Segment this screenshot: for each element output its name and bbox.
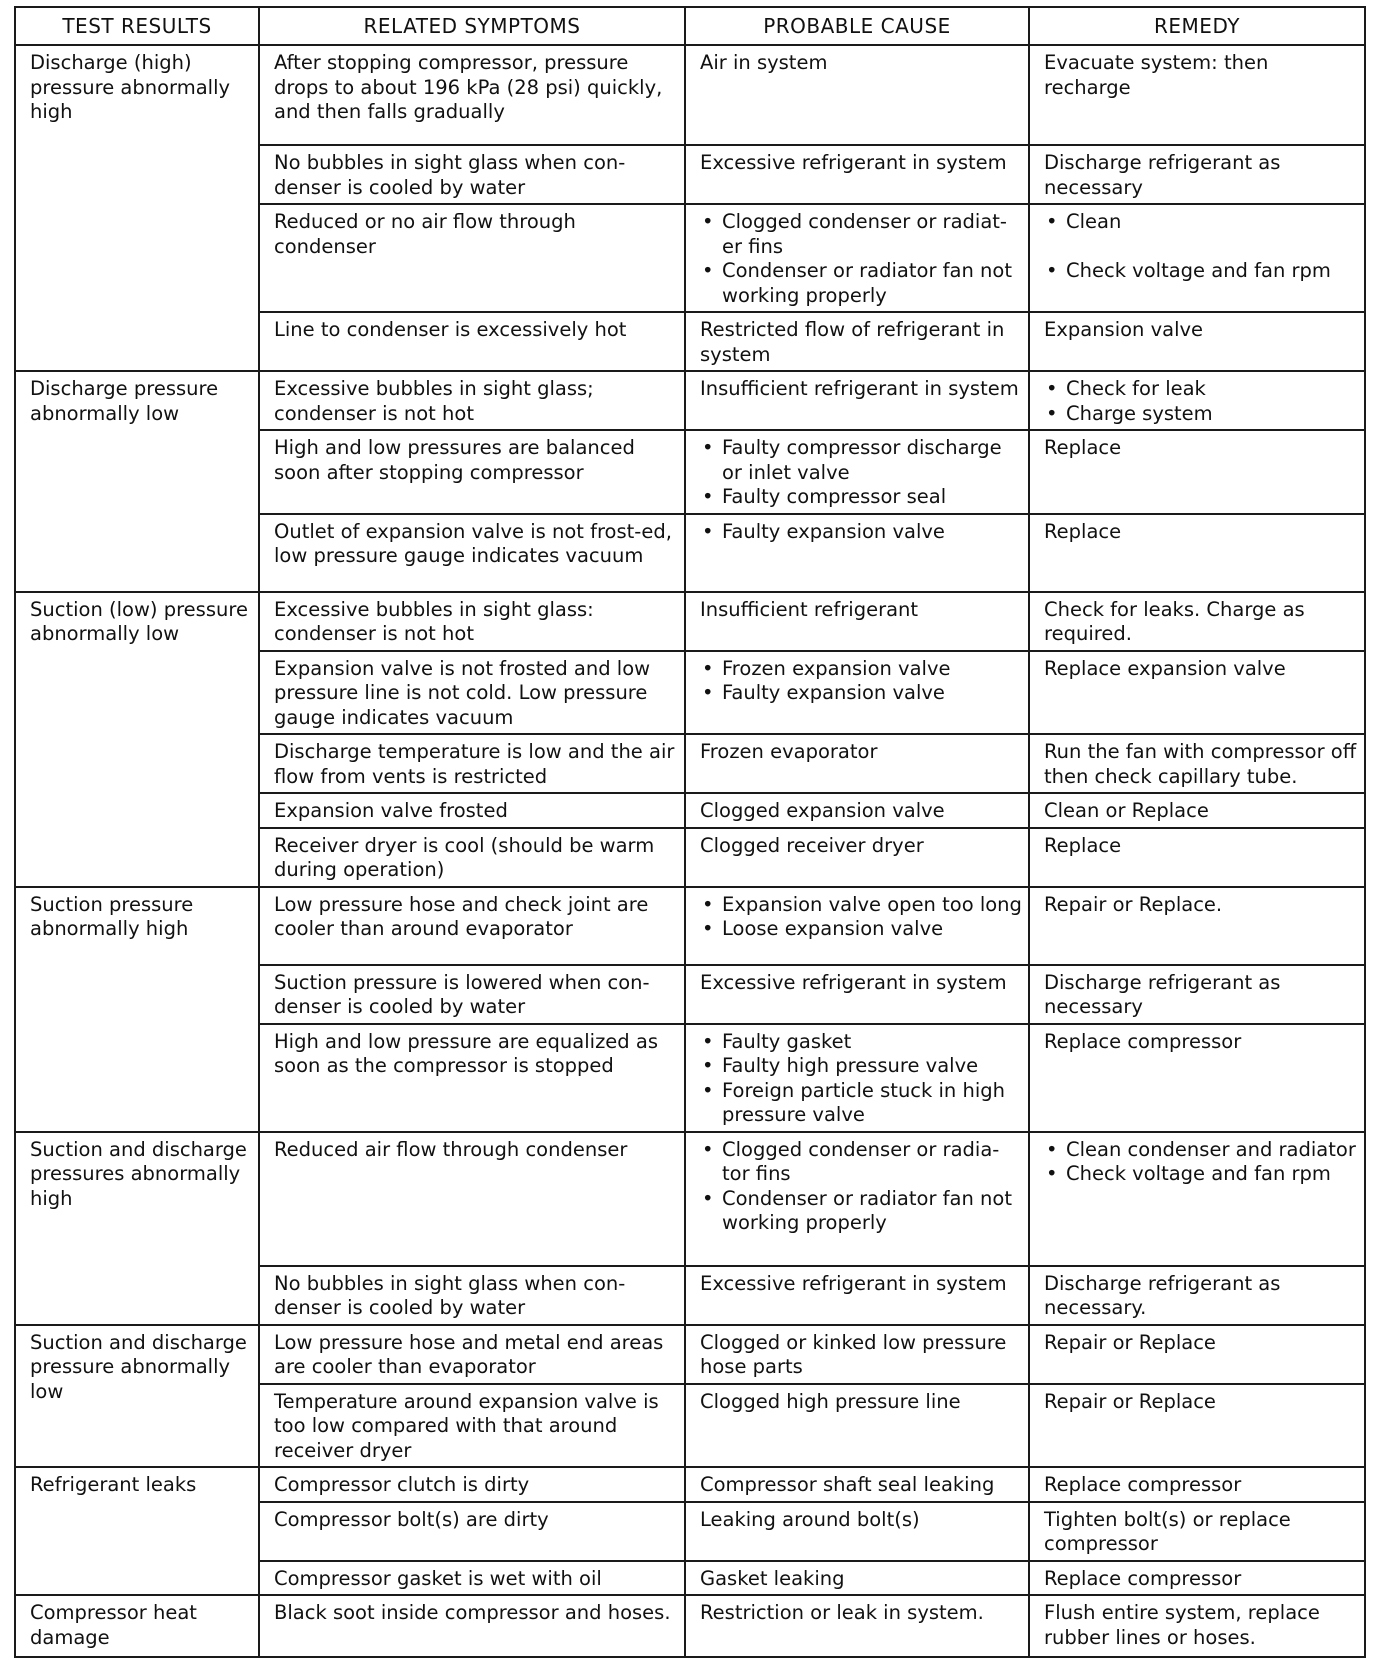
bullet-item: • Check voltage and fan rpm xyxy=(1044,259,1360,284)
cause-cell: Gasket leaking xyxy=(685,1561,1029,1596)
cause-cell-list xyxy=(700,1030,1024,1128)
bullet-item: • Faulty compressor discharge or inlet valve xyxy=(700,436,1024,485)
cause-cell-list xyxy=(700,436,1024,510)
remedy-cell: Repair or Replace xyxy=(1029,1384,1365,1468)
header-related-symptoms: RELATED SYMPTOMS xyxy=(259,7,685,45)
test-result-cell: Refrigerant leaks xyxy=(15,1467,259,1595)
table-row xyxy=(15,1325,1365,1384)
symptom-cell: High and low pressures are balanced soon after stopping compressor xyxy=(259,430,685,514)
remedy-cell: Expansion valve xyxy=(1029,312,1365,371)
remedy-cell: Replace compressor xyxy=(1029,1467,1365,1502)
cause-cell xyxy=(685,514,1029,592)
remedy-cell: Clean or Replace xyxy=(1029,793,1365,828)
cause-cell xyxy=(685,204,1029,312)
table-row xyxy=(15,887,1365,965)
remedy-cell: Replace compressor xyxy=(1029,1561,1365,1596)
cause-cell: Restriction or leak in system. xyxy=(685,1595,1029,1657)
cause-cell: Frozen evaporator xyxy=(685,734,1029,793)
header-test-results: TEST RESULTS xyxy=(15,7,259,45)
table-row xyxy=(15,1132,1365,1266)
cause-cell: Restricted flow of refrigerant in system xyxy=(685,312,1029,371)
bullet-item: • Faulty high pressure valve xyxy=(700,1054,1024,1079)
remedy-cell: Replace xyxy=(1029,828,1365,887)
remedy-cell: Tighten bolt(s) or replace compressor xyxy=(1029,1502,1365,1561)
table-body xyxy=(15,45,1365,1657)
symptom-cell: Receiver dryer is cool (should be warm during operation) xyxy=(259,828,685,887)
cause-cell: Excessive refrigerant in system xyxy=(685,145,1029,204)
remedy-cell-list xyxy=(1044,210,1360,283)
header-remedy: REMEDY xyxy=(1029,7,1365,45)
remedy-cell: Discharge refrigerant as necessary xyxy=(1029,965,1365,1024)
remedy-cell xyxy=(1029,371,1365,430)
remedy-cell: Repair or Replace. xyxy=(1029,887,1365,965)
symptom-cell: Expansion valve frosted xyxy=(259,793,685,828)
cause-cell: Clogged high pressure line xyxy=(685,1384,1029,1468)
bullet-item: • Foreign particle stuck in high pressure valve xyxy=(700,1079,1024,1128)
remedy-cell: Evacuate system: then recharge xyxy=(1029,45,1365,145)
symptom-cell: Line to condenser is excessively hot xyxy=(259,312,685,371)
cause-cell-list xyxy=(700,1138,1024,1236)
bullet-item: • Clogged condenser or radia-tor fins xyxy=(700,1138,1024,1187)
remedy-cell: Repair or Replace xyxy=(1029,1325,1365,1384)
symptom-cell: Temperature around expansion valve is too low compared with that around receiver dryer xyxy=(259,1384,685,1468)
cause-cell: Air in system xyxy=(685,45,1029,145)
bullet-item: • Condenser or radiator fan not working properly xyxy=(700,259,1024,308)
header-probable-cause: PROBABLE CAUSE xyxy=(685,7,1029,45)
symptom-cell: Expansion valve is not frosted and low pressure line is not cold. Low pressure gauge indicates vacuum xyxy=(259,651,685,735)
bullet-item: • Faulty gasket xyxy=(700,1030,1024,1055)
bullet-item: • Check voltage and fan rpm xyxy=(1044,1162,1360,1187)
cause-cell: Excessive refrigerant in system xyxy=(685,965,1029,1024)
symptom-cell: After stopping compressor, pressure drops to about 196 kPa (28 psi) quickly, and then falls gradually xyxy=(259,45,685,145)
cause-cell xyxy=(685,430,1029,514)
bullet-item: • Faulty expansion valve xyxy=(700,520,1024,545)
remedy-cell-list xyxy=(1044,1138,1360,1187)
cause-cell: Clogged receiver dryer xyxy=(685,828,1029,887)
cause-cell-list xyxy=(700,520,1024,545)
symptom-cell: Compressor bolt(s) are dirty xyxy=(259,1502,685,1561)
symptom-cell: Low pressure hose and check joint are cooler than around evaporator xyxy=(259,887,685,965)
cause-cell xyxy=(685,1024,1029,1132)
cause-cell-list xyxy=(700,210,1024,308)
remedy-cell xyxy=(1029,204,1365,312)
bullet-item: • Faulty compressor seal xyxy=(700,485,1024,510)
symptom-cell: Outlet of expansion valve is not frost-ed, low pressure gauge indicates vacuum xyxy=(259,514,685,592)
bullet-item: • Frozen expansion valve xyxy=(700,657,1024,682)
remedy-cell: Replace xyxy=(1029,430,1365,514)
remedy-cell: Flush entire system, replace rubber lines or hoses. xyxy=(1029,1595,1365,1657)
troubleshooting-table xyxy=(14,6,1366,1658)
cause-cell: Insufficient refrigerant in system xyxy=(685,371,1029,430)
cause-cell: Clogged expansion valve xyxy=(685,793,1029,828)
remedy-cell-list xyxy=(1044,377,1360,426)
table-row xyxy=(15,371,1365,430)
remedy-cell: Replace expansion valve xyxy=(1029,651,1365,735)
bullet-item: • Condenser or radiator fan not working properly xyxy=(700,1187,1024,1236)
cause-cell-list xyxy=(700,893,1024,942)
symptom-cell: Compressor clutch is dirty xyxy=(259,1467,685,1502)
remedy-cell xyxy=(1029,1132,1365,1266)
symptom-cell: Suction pressure is lowered when con-denser is cooled by water xyxy=(259,965,685,1024)
bullet-item: • Clogged condenser or radiat-er fins xyxy=(700,210,1024,259)
bullet-item: • Clean condenser and radiator xyxy=(1044,1138,1360,1163)
cause-cell: Excessive refrigerant in system xyxy=(685,1266,1029,1325)
symptom-cell: Excessive bubbles in sight glass; condenser is not hot xyxy=(259,371,685,430)
cause-cell: Leaking around bolt(s) xyxy=(685,1502,1029,1561)
bullet-item: • Clean xyxy=(1044,210,1360,235)
test-result-cell: Discharge (high) pressure abnormally high xyxy=(15,45,259,371)
header-row xyxy=(15,7,1365,45)
table-row xyxy=(15,1595,1365,1657)
bullet-item: • Check for leak xyxy=(1044,377,1360,402)
symptom-cell: High and low pressure are equalized as soon as the compressor is stopped xyxy=(259,1024,685,1132)
test-result-cell: Compressor heat damage xyxy=(15,1595,259,1657)
symptom-cell: No bubbles in sight glass when con-denser is cooled by water xyxy=(259,145,685,204)
test-result-cell: Suction and discharge pressure abnormally low xyxy=(15,1325,259,1468)
test-result-cell: Suction and discharge pressures abnormally high xyxy=(15,1132,259,1325)
bullet-item: • Faulty expansion valve xyxy=(700,681,1024,706)
cause-cell: Insufficient refrigerant xyxy=(685,592,1029,651)
remedy-cell: Check for leaks. Charge as required. xyxy=(1029,592,1365,651)
symptom-cell: Reduced air flow through condenser xyxy=(259,1132,685,1266)
test-result-cell: Suction (low) pressure abnormally low xyxy=(15,592,259,887)
symptom-cell: Reduced or no air flow through condenser xyxy=(259,204,685,312)
symptom-cell: Compressor gasket is wet with oil xyxy=(259,1561,685,1596)
table-row xyxy=(15,1467,1365,1502)
symptom-cell: No bubbles in sight glass when con-denser is cooled by water xyxy=(259,1266,685,1325)
table-header xyxy=(15,7,1365,45)
test-result-cell: Suction pressure abnormally high xyxy=(15,887,259,1132)
bullet-item: • Charge system xyxy=(1044,402,1360,427)
remedy-cell: Run the fan with compressor off then check capillary tube. xyxy=(1029,734,1365,793)
bullet-item: • Expansion valve open too long xyxy=(700,893,1024,918)
bullet-item: • Loose expansion valve xyxy=(700,917,1024,942)
test-result-cell: Discharge pressure abnormally low xyxy=(15,371,259,592)
cause-cell xyxy=(685,887,1029,965)
table-row xyxy=(15,592,1365,651)
cause-cell-list xyxy=(700,657,1024,706)
cause-cell: Compressor shaft seal leaking xyxy=(685,1467,1029,1502)
symptom-cell: Low pressure hose and metal end areas are cooler than evaporator xyxy=(259,1325,685,1384)
remedy-cell: Replace compressor xyxy=(1029,1024,1365,1132)
symptom-cell: Excessive bubbles in sight glass: condenser is not hot xyxy=(259,592,685,651)
symptom-cell: Discharge temperature is low and the air flow from vents is restricted xyxy=(259,734,685,793)
cause-cell: Clogged or kinked low pressure hose parts xyxy=(685,1325,1029,1384)
cause-cell xyxy=(685,1132,1029,1266)
table-row xyxy=(15,45,1365,145)
cause-cell xyxy=(685,651,1029,735)
troubleshooting-page xyxy=(14,6,1364,1658)
symptom-cell: Black soot inside compressor and hoses. xyxy=(259,1595,685,1657)
remedy-cell: Discharge refrigerant as necessary. xyxy=(1029,1266,1365,1325)
remedy-cell: Replace xyxy=(1029,514,1365,592)
remedy-cell: Discharge refrigerant as necessary xyxy=(1029,145,1365,204)
